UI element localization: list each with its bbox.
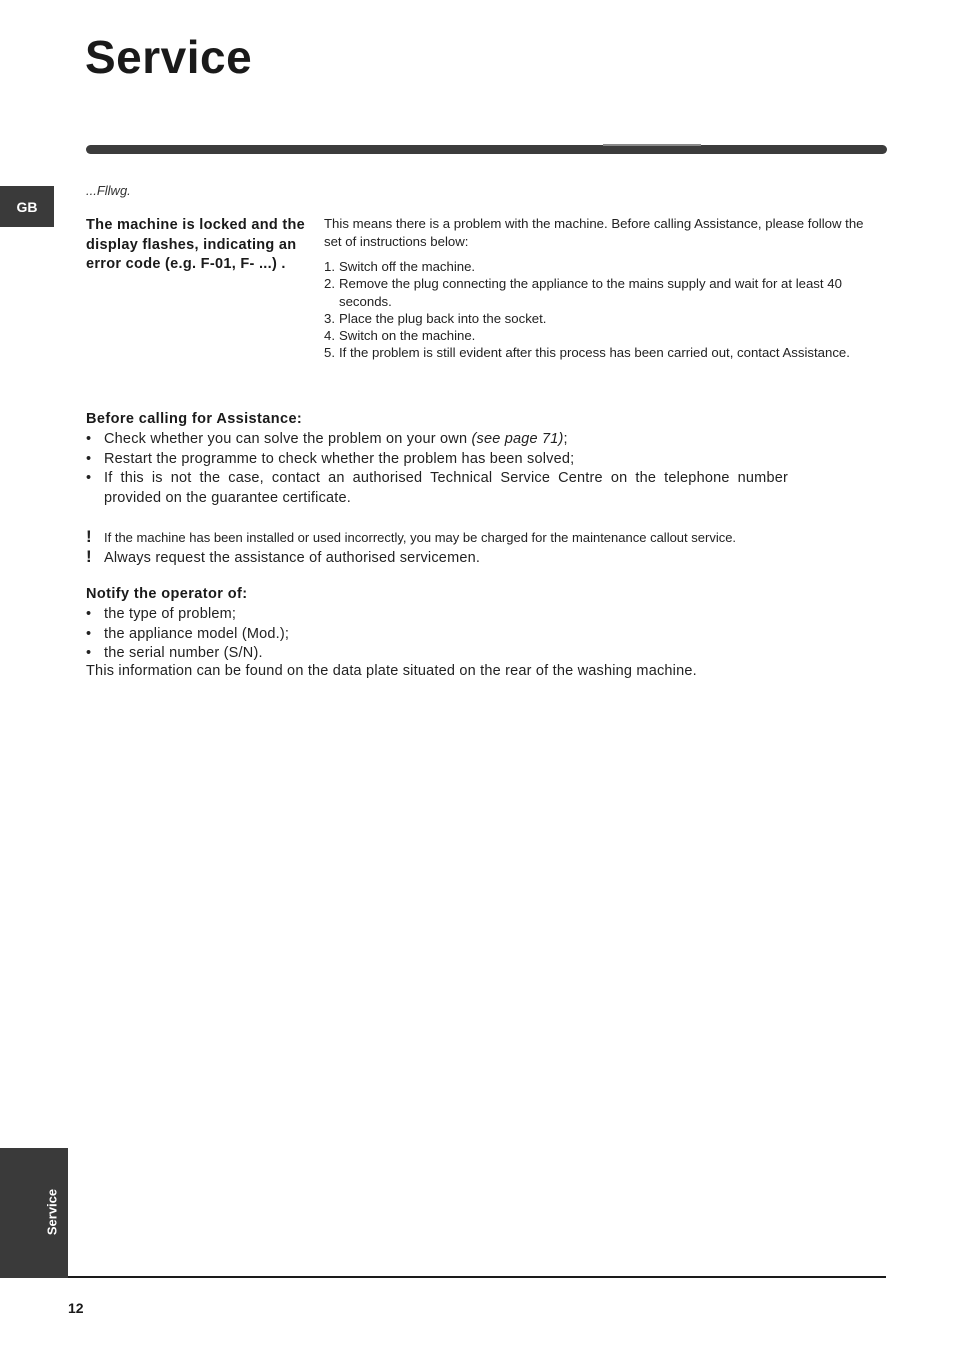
notify-heading: Notify the operator of: [86,586,248,602]
step-text: Remove the plug connecting the appliance to the mains supply and wait for at least 40 seconds. [339,276,842,309]
problem-label: The machine is locked and the display flashes, indicating an error code (e.g. F-01, F- ...) . [86,217,306,272]
step-item [324,310,884,327]
list-item-text: the serial number (S/N). [104,645,263,661]
bullet-icon: • [86,431,92,447]
step-text: If the problem is still evident after this process has been carried out, contact Assistance. [339,345,850,361]
step-text: Switch off the machine. [339,259,476,274]
step-text: Switch on the machine. [339,328,476,344]
list-item [86,469,788,508]
data-plate-note: This information can be found on the data plate situated on the rear of the washing machine. [86,663,697,679]
notify-list [86,605,788,664]
section-side-tab-label: Service [44,1188,60,1236]
exclamation-icon: ! [86,527,92,546]
list-item [86,450,788,470]
list-item [86,430,788,450]
language-tab: GB [0,186,54,227]
bullet-icon: • [86,606,92,622]
list-item [86,644,788,664]
bullet-icon: • [86,625,92,642]
page-title: Service [85,31,253,83]
footer-rule [68,1276,886,1278]
warning-text: Always request the assistance of authorised servicemen. [104,550,481,566]
step-number: 1. [324,259,335,274]
header-rule [86,145,887,154]
steps-list [324,258,884,362]
header-rule-notch [603,144,701,146]
warning-note [86,527,736,547]
step-item [324,258,884,275]
continued-label: ...Fllwg. [86,183,131,198]
list-item-text: If this is not the case, contact an authorised Technical Service Centre on the telephone number provided on the guarantee certificate. [104,470,788,506]
step-number: 4. [324,328,335,344]
bullet-icon: • [86,450,92,467]
step-number: 5. [324,345,335,361]
bullet-icon: • [86,470,92,486]
list-item [86,625,788,645]
list-item-text: the appliance model (Mod.); [104,625,290,642]
step-item [324,275,884,310]
warning-note [86,547,480,567]
exclamation-icon: ! [86,547,92,566]
step-item [324,344,884,361]
step-number: 2. [324,276,335,292]
list-item-text: Restart the programme to check whether the problem has been solved; [104,450,575,467]
before-calling-heading: Before calling for Assistance: [86,411,303,427]
page-reference: (see page 71) [471,431,564,447]
list-item [86,605,788,625]
list-item-text: Check whether you can solve the problem on your own (see page 71); [104,431,568,447]
step-text: Place the plug back into the socket. [339,310,547,326]
step-number: 3. [324,310,335,326]
warning-text: If the machine has been installed or used incorrectly, you may be charged for the maintenance callout service. [104,530,737,545]
before-calling-list [86,430,788,508]
bullet-icon: • [86,645,92,661]
page-number: 12 [68,1300,84,1316]
step-item [324,327,884,344]
problem-intro: This means there is a problem with the machine. Before calling Assistance, please follow the set of instructions below: [324,216,864,249]
list-item-text: the type of problem; [104,606,237,622]
